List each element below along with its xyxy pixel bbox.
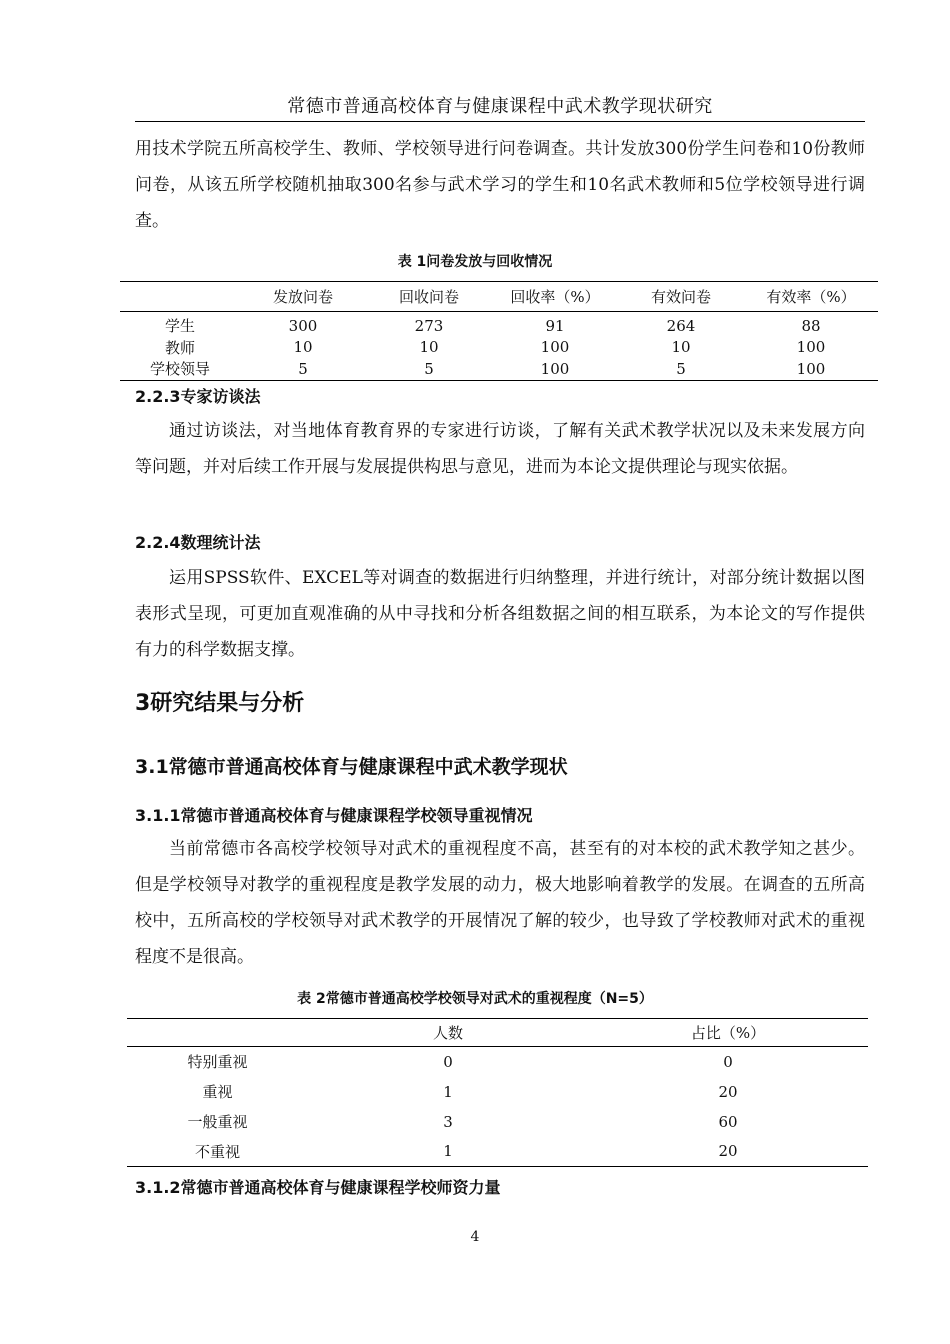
table2-cell: 重视 <box>202 1083 233 1101</box>
table1-cell: 10 <box>293 338 313 356</box>
section-heading-2-2-4: 2.2.4数理统计法 <box>135 533 261 552</box>
page-number: 4 <box>470 1229 480 1245</box>
table1-col-header: 回收问卷 <box>366 282 492 312</box>
table2-cell: 20 <box>718 1082 738 1101</box>
table1-col-header: 有效率（%） <box>744 282 878 312</box>
table2-cell: 60 <box>718 1112 738 1131</box>
table1-col-header: 回收率（%） <box>492 282 618 312</box>
table1-col-header: 发放问卷 <box>240 282 366 312</box>
table2-cell: 1 <box>443 1142 453 1161</box>
table1-cell: 273 <box>414 316 444 335</box>
table2-leader-attention <box>127 1018 868 1167</box>
table1-cell: 100 <box>796 359 826 378</box>
table-row <box>127 1077 868 1107</box>
leaders-paragraph: 当前常德市各高校学校领导对武术的重视程度不高，甚至有的对本校的武术教学知之甚少。但是学校领导对教学的重视程度是教学发展的动力，极大地影响着教学的发展。在调查的五所高校中，五所高校的学校领导对武术教学的开展情况了解的较少，也导致了学校教师对武术的重视程度不是很高。 <box>135 839 865 967</box>
section-heading-3-1-2: 3.1.2常德市普通高校体育与健康课程学校师资力量 <box>135 1178 501 1197</box>
running-header: 常德市普通高校体育与健康课程中武术教学现状研究 <box>135 92 865 122</box>
table2-cell: 0 <box>723 1052 733 1071</box>
table1-cell: 学校领导 <box>149 360 210 379</box>
table-row <box>127 1107 868 1137</box>
table-row <box>120 312 878 337</box>
table-row <box>120 358 878 380</box>
intro-paragraph: 用技术学院五所高校学生、教师、学校领导进行问卷调查。共计发放300份学生问卷和10份教师问卷，从该五所学校随机抽取300名参与武术学习的学生和10名武术教师和5位学校领导进行调查。 <box>135 139 865 231</box>
table1-cell: 300 <box>288 316 318 335</box>
table2-col-header: 人数 <box>308 1019 588 1047</box>
section-heading-3-1: 3.1常德市普通高校体育与健康课程中武术教学现状 <box>135 756 568 778</box>
table1-cell: 88 <box>801 316 821 335</box>
table2-col-header <box>127 1019 308 1047</box>
table-row <box>127 1137 868 1167</box>
table1-cell: 学生 <box>164 317 195 335</box>
table1-cell: 91 <box>545 316 565 335</box>
table2-header-row <box>127 1019 868 1047</box>
table1-cell: 10 <box>671 338 691 356</box>
section-heading-2-2-3: 2.2.3专家访谈法 <box>135 387 261 406</box>
table1-header-row <box>120 282 878 312</box>
table2-caption: 表 2常德市普通高校学校领导对武术的重视程度（N=5） <box>297 991 653 1007</box>
table-row <box>120 336 878 358</box>
table1-cell: 10 <box>419 338 439 356</box>
table2-cell: 0 <box>443 1052 453 1071</box>
table1-cell: 教师 <box>164 338 195 357</box>
table2-col-header: 占比（%） <box>588 1019 868 1047</box>
table1-cell: 5 <box>676 359 686 378</box>
table2-cell: 特别重视 <box>187 1053 248 1072</box>
section-heading-3-1-1: 3.1.1常德市普通高校体育与健康课程学校领导重视情况 <box>135 806 533 825</box>
table2-cell: 一般重视 <box>187 1113 248 1131</box>
table1-cell: 5 <box>298 359 308 378</box>
table1-questionnaire <box>120 281 878 381</box>
table2-cell: 20 <box>718 1142 738 1161</box>
table1-col-header <box>120 282 240 312</box>
table1-caption: 表 1问卷发放与回收情况 <box>397 254 553 270</box>
table1-cell: 264 <box>666 316 696 335</box>
table-row <box>127 1047 868 1077</box>
table1-cell: 100 <box>796 338 826 356</box>
statistics-paragraph: 运用SPSS软件、EXCEL等对调查的数据进行归纳整理，并进行统计，对部分统计数据以图表形式呈现，可更加直观准确的从中寻找和分析各组数据之间的相互联系，为本论文的写作提供有力的科学数据支撑。 <box>135 568 865 660</box>
table2-cell: 3 <box>443 1112 453 1131</box>
table1-cell: 100 <box>540 338 570 356</box>
table2-cell: 1 <box>443 1082 453 1101</box>
table2-cell: 不重视 <box>194 1142 240 1161</box>
table1-cell: 100 <box>540 359 570 378</box>
interview-paragraph: 通过访谈法，对当地体育教育界的专家进行访谈，了解有关武术教学状况以及未来发展方向等问题，并对后续工作开展与发展提供构思与意见，进而为本论文提供理论与现实依据。 <box>135 421 865 477</box>
table1-cell: 5 <box>424 359 434 378</box>
table1-col-header: 有效问卷 <box>618 282 744 312</box>
chapter-heading-3: 3研究结果与分析 <box>135 691 305 716</box>
